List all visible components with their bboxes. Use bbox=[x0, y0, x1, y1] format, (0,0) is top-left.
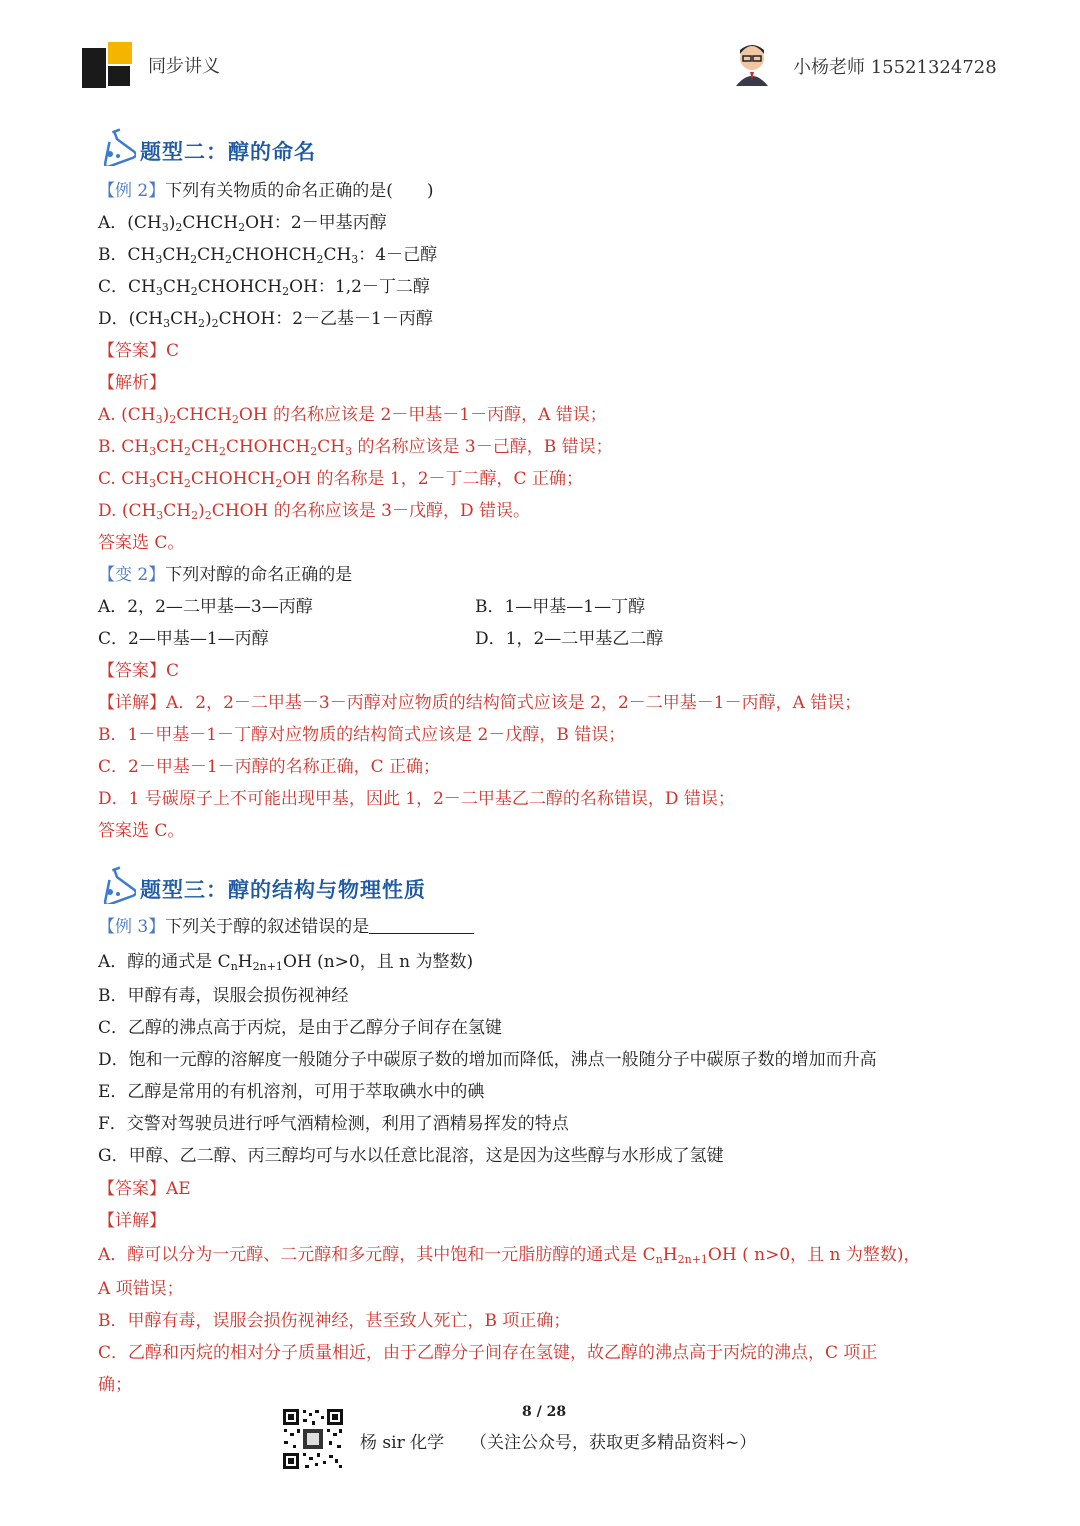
flask-icon bbox=[96, 866, 136, 904]
example-3-detail-b: B．甲醇有毒，误服会损伤视神经，甚至致人死亡，B 项正确； bbox=[98, 1311, 571, 1331]
example-3-detail-c: C．乙醇和丙烷的相对分子质量相近，由于乙醇分子间存在氢键，故乙醇的沸点高于丙烷的沸点，C 项正 bbox=[98, 1343, 878, 1363]
page-number: 8 / 28 bbox=[522, 1404, 567, 1420]
teacher-contact: 小杨老师 15521324728 bbox=[793, 57, 997, 78]
example-3-detail-a: A．醇可以分为一元醇、二元醇和多元醇，其中饱和一元脂肪醇的通式是 $C_nH_{2n+1}OH$ ( n>0，且 n 为整数)， bbox=[98, 1245, 921, 1266]
variant-2-detail-b: B．1－甲基－1－丁醇对应物质的结构简式应该是 2－戊醇，B 错误； bbox=[98, 725, 626, 745]
example-2-analysis-a: A. $(CH_3)_2CHCH_2OH$ 的名称应该是 2－甲基－1－丙醇，A 错误； bbox=[98, 405, 607, 426]
example-3-option-c: C．乙醇的沸点高于丙烷，是由于乙醇分子间存在氢键 bbox=[98, 1018, 503, 1038]
example-2-option-b: B．$CH_3CH_2CH_2CHOHCH_2CH_3$：4－己醇 bbox=[98, 245, 438, 266]
example-3-detail-c-cont: 确； bbox=[98, 1375, 132, 1395]
section-2-title: 题型二：醇的命名 bbox=[140, 140, 316, 164]
example-3-option-a: A．醇的通式是 $C_nH_{2n+1}OH$ (n>0，且 n 为整数) bbox=[98, 952, 474, 973]
example-3-option-b: B．甲醇有毒，误服会损伤视神经 bbox=[98, 986, 349, 1006]
example-2-option-c: C．$CH_3CH_2CHOHCH_2OH$：1,2－丁二醇 bbox=[98, 277, 430, 298]
variant-2-options-cd: C．2—甲基—1—丙醇 D．1，2—二甲基乙二醇 bbox=[98, 629, 664, 649]
example-3-answer: 【答案】AE bbox=[98, 1179, 191, 1199]
example-3-question: 【例 3】下列关于醇的叙述错误的是 bbox=[98, 915, 474, 939]
example-3-detail-tag: 【详解】 bbox=[98, 1211, 166, 1231]
variant-2-detail-c: C．2－甲基－1－丙醇的名称正确，C 正确； bbox=[98, 757, 441, 777]
example-2-question: 【例 2】下列有关物质的命名正确的是( ) bbox=[98, 181, 434, 201]
flask-icon bbox=[96, 128, 136, 166]
footer-brand: 杨 sir 化学 bbox=[360, 1433, 445, 1453]
example-3-option-e: E．乙醇是常用的有机溶剂，可用于萃取碘水中的碘 bbox=[98, 1082, 485, 1102]
example-2-option-a: A．$(CH_3)_2CHCH_2OH$：2－甲基丙醇 bbox=[98, 213, 387, 234]
example-3-detail-a-cont: A 项错误； bbox=[98, 1279, 184, 1299]
variant-2-options-ab: A．2，2—二甲基—3—丙醇 B．1—甲基—1—丁醇 bbox=[98, 597, 646, 617]
example-2-conclusion: 答案选 C。 bbox=[98, 533, 185, 553]
qr-code[interactable] bbox=[281, 1407, 345, 1471]
example-3-option-d: D．饱和一元醇的溶解度一般随分子中碳原子数的增加而降低，沸点一般随分子中碳原子数的增加而升高 bbox=[98, 1050, 877, 1070]
header-title: 同步讲义 bbox=[148, 56, 220, 77]
example-2-answer: 【答案】C bbox=[98, 341, 180, 361]
example-3-option-g: G．甲醇、乙二醇、丙三醇均可与水以任意比混溶，这是因为这些醇与水形成了氢键 bbox=[98, 1146, 724, 1166]
variant-2-conclusion: 答案选 C。 bbox=[98, 821, 185, 841]
example-2-analysis-c: C. $CH_3CH_2CHOHCH_2OH$ 的名称是 1，2－丁二醇，C 正确； bbox=[98, 469, 583, 490]
logo bbox=[82, 42, 134, 88]
variant-2-question: 【变 2】下列对醇的命名正确的是 bbox=[98, 565, 353, 585]
example-2-option-d: D．$(CH_3CH_2)_2CHOH$：2－乙基－1－丙醇 bbox=[98, 309, 433, 330]
example-2-analysis-b: B. $CH_3CH_2CH_2CHOHCH_2CH_3$ 的名称应该是 3－己醇，B 错误； bbox=[98, 437, 613, 458]
section-3-title: 题型三：醇的结构与物理性质 bbox=[140, 878, 426, 902]
teacher-avatar bbox=[732, 40, 772, 86]
footer-note: （关注公众号，获取更多精品资料~） bbox=[470, 1433, 757, 1453]
example-3-option-f: F．交警对驾驶员进行呼气酒精检测，利用了酒精易挥发的特点 bbox=[98, 1114, 569, 1134]
variant-2-answer: 【答案】C bbox=[98, 661, 180, 681]
example-2-analysis-d: D. $(CH_3CH_2)_2CHOH$ 的名称应该是 3－戊醇，D 错误。 bbox=[98, 501, 531, 522]
answer-blank bbox=[369, 915, 474, 934]
variant-2-detail-d: D．1 号碳原子上不可能出现甲基，因此 1，2－二甲基乙二醇的名称错误，D 错误； bbox=[98, 789, 735, 809]
example-2-analysis-tag: 【解析】 bbox=[98, 373, 166, 393]
variant-2-detail-a: 【详解】A．2，2－二甲基－3－丙醇对应物质的结构简式应该是 2，2－二甲基－1－丙醇，A 错误； bbox=[98, 693, 862, 713]
